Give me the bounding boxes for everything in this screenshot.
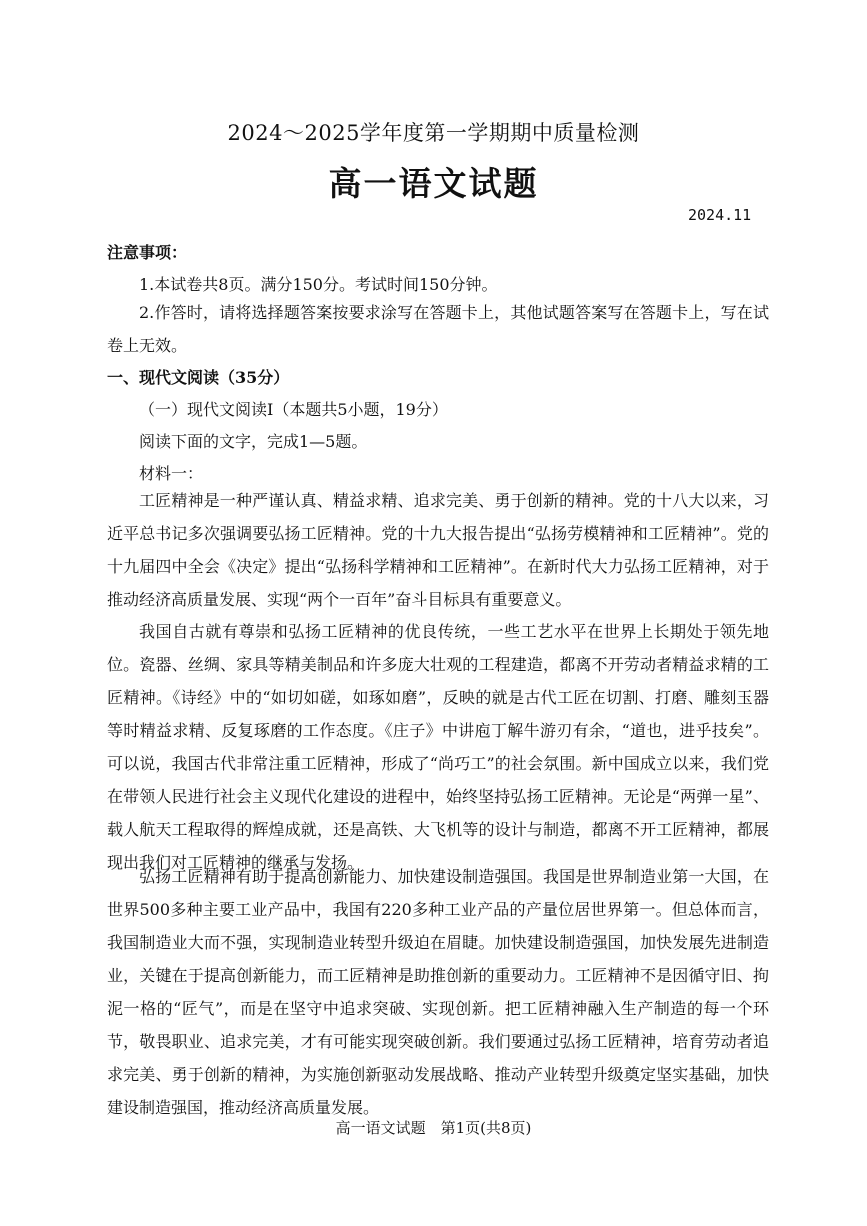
sub-section-heading: （一）现代文阅读Ⅰ（本题共5小题，19分） bbox=[139, 400, 448, 419]
exam-title: 2024～2025学年度第一学期期中质量检测 bbox=[227, 121, 640, 145]
notice-item-2: 2.作答时，请将选择题答案按要求涂写在答题卡上，其他试题答案写在答题卡上，写在试卷上无效。 bbox=[107, 303, 769, 355]
page-footer: 高一语文试题 第1页(共8页) bbox=[335, 1119, 532, 1137]
paragraph: 弘扬工匠精神有助于提高创新能力、加快建设制造强国。我国是世界制造业第一大国，在世界500多种主要工业产品中，我国有220多种工业产品的产量位居世界第一。但总体而言，我国制造业大而不强，实现制造业转型升级迫在眉睫。加快建设制造强国，加快发展先进制造业，关键在于提高创新能力，而工匠精神是助推创新的重要动力。工匠精神不是因循守旧、拘泥一格的“匠气”，而是在坚守中追求突破、实现创新。把工匠精神融入生产制造的每一个环节，敬畏职业、追求完美，才有可能实现突破创新。我们要通过弘扬工匠精神，培育劳动者追求完美、勇于创新的精神，为实施创新驱动发展战略、推动产业转型升级奠定坚实基础，加快建设制造强国，推动经济高质量发展。 bbox=[107, 867, 769, 1117]
notice-heading: 注意事项： bbox=[107, 243, 188, 262]
paper-title: 高一语文试题 bbox=[328, 164, 539, 203]
paragraph: 工匠精神是一种严谨认真、精益求精、追求完美、勇于创新的精神。党的十八大以来，习近平总书记多次强调要弘扬工匠精神。党的十九大报告提出“弘扬劳模精神和工匠精神”。党的十九届四中全会《决定》提出“弘扬科学精神和工匠精神”。在新时代大力弘扬工匠精神，对于推动经济高质量发展、实现“两个一百年”奋斗目标具有重要意义。 bbox=[107, 491, 769, 609]
notice-item-1: 1.本试卷共8页。满分150分。考试时间150分钟。 bbox=[139, 275, 498, 294]
paragraph: 我国自古就有尊崇和弘扬工匠精神的优良传统，一些工艺水平在世界上长期处于领先地位。瓷器、丝绸、家具等精美制品和许多庞大壮观的工程建造，都离不开劳动者精益求精的工匠精神。《诗经》中的“如切如磋，如琢如磨”，反映的就是古代工匠在切割、打磨、雕刻玉器等时精益求精、反复琢磨的工作态度。《庄子》中讲庖丁解牛游刃有余，“道也，进乎技矣”。可以说，我国古代非常注重工匠精神，形成了“尚巧工”的社会氛围。新中国成立以来，我们党在带领人民进行社会主义现代化建设的进程中，始终坚持弘扬工匠精神。无论是“两弹一星”、载人航天工程取得的辉煌成就，还是高铁、大飞机等的设计与制造，都离不开工匠精神，都展现出我们对工匠精神的继承与发扬。 bbox=[107, 622, 769, 872]
section-heading: 一、现代文阅读（35分） bbox=[107, 368, 290, 387]
exam-date: 2024.11 bbox=[688, 206, 752, 224]
reading-instruction: 阅读下面的文字，完成1—5题。 bbox=[139, 432, 368, 451]
material-label: 材料一： bbox=[139, 464, 204, 483]
